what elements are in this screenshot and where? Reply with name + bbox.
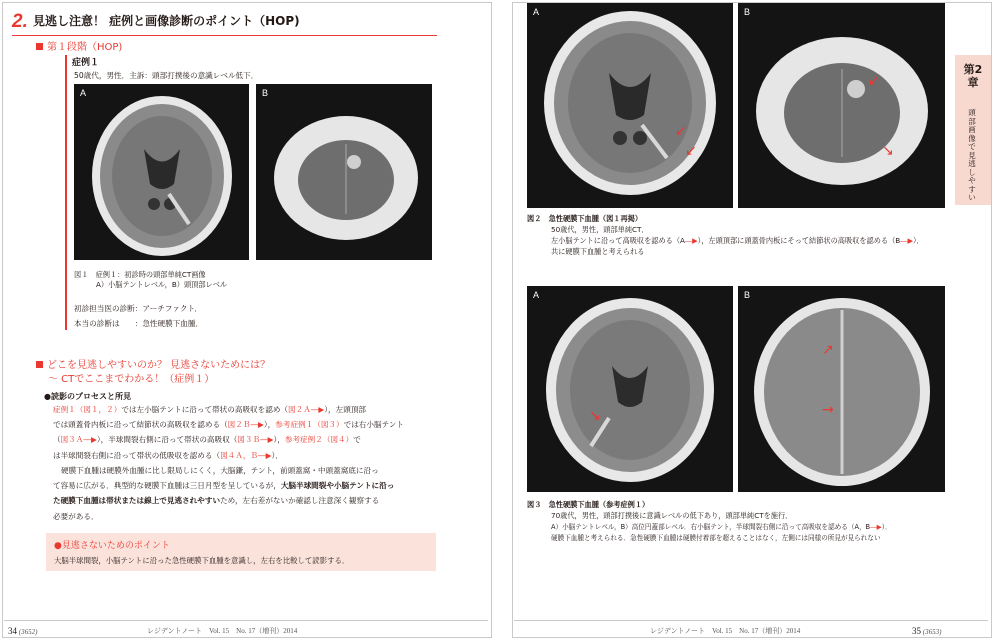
red-arrow-icon: ―▶ xyxy=(310,405,325,414)
diag-true: 本当の診断は ：急性硬膜下血腫． xyxy=(74,319,204,328)
body-paragraph-1 xyxy=(53,402,404,463)
fig3-ct-image-b: B ↗ → xyxy=(738,286,945,492)
right-footer-page: 35 (3653) xyxy=(912,626,942,636)
body-line-2: では頭蓋骨内板に沿って結節状の高吸収を認める（図２Ｂ―▶），参考症例１（図３）では右小脳テント xyxy=(53,420,404,430)
fig2-ct-image-a: A ↙ ↙ xyxy=(527,3,733,208)
red-arrow-icon: ―▶ xyxy=(684,236,698,245)
fig3-caption-2: A）小脳テントレベル，B）高位円蓋部レベル．右小脳テント，半球間裂右側に沿って高吸収を認める（A，B―▶）． xyxy=(551,523,892,531)
red-arrow-icon: ―▶ xyxy=(900,236,913,245)
fig2-caption-title: 図２ 急性硬膜下血腫（図１再掲） xyxy=(527,214,643,223)
point-title: ●見逃さないためのポイント xyxy=(54,541,170,551)
fig3-ct-image-a: A ↘ xyxy=(527,286,733,492)
red-arrow-icon: ↙ xyxy=(868,73,880,89)
red-arrow-icon: ―▶ xyxy=(260,435,274,445)
red-arrow-icon: ―▶ xyxy=(250,420,264,430)
fig2-ct-image-b: B ↙ ↘ xyxy=(738,3,945,208)
case-desc: 50歳代，男性．主訴：頭部打撲後の意識レベル低下． xyxy=(74,71,259,80)
fig2-caption-3: 共に硬膜下血腫と考えられる xyxy=(551,247,645,256)
fig1-ct-image-a: A xyxy=(74,84,249,260)
side-tab-chapter: 第2章 xyxy=(963,63,983,89)
body-line-1: 症例１（図１，２）では左小脳テントに沿って帯状の高吸収を認め（図２Ａ―▶），左頭頂部 xyxy=(53,405,367,414)
chapter-title: 見逃し注意！ 症例と画像診断のポイント（HOP) xyxy=(32,14,300,28)
diag-initial: 初診担当医の診断：アーチファクト． xyxy=(74,304,203,313)
square-bullet-icon xyxy=(36,361,43,368)
left-footer-journal: レジデントノート Vol. 15 No. 17（増刊）2014 xyxy=(147,627,298,635)
right-footer-journal: レジデントノート Vol. 15 No. 17（増刊）2014 xyxy=(650,627,801,635)
chapter-number: 2. xyxy=(12,11,28,32)
case-block-rule xyxy=(65,55,67,330)
red-arrow-icon: ↗ xyxy=(822,342,834,358)
red-arrow-icon: ↙ xyxy=(685,143,697,159)
red-arrow-icon: ―▶ xyxy=(870,523,882,531)
point-body: 大脳半球間裂，小脳テントに沿った急性硬膜下血腫を意識し，左右を比較して読影する． xyxy=(54,556,350,565)
red-arrow-icon: ↘ xyxy=(882,143,894,159)
right-footer-rule xyxy=(514,620,988,621)
fig2-caption-2: 左小脳テントに沿って高吸収を認める（A―▶），左頭頂部に頭蓋骨内板にそって結節状の高吸収を認める（B―▶）． xyxy=(551,236,924,245)
red-arrow-icon: ↙ xyxy=(675,123,687,139)
fig3-caption-3: 硬膜下血腫と考えられる．急性硬膜下血腫は硬膜付着部を超えることはなく，左側には同様の所見が見られない xyxy=(551,534,881,542)
side-tab-text: 頭部画像で見逃しやすい xyxy=(968,108,976,202)
red-arrow-icon: ―▶ xyxy=(258,450,272,460)
body-line-4: は半球間裂右側に沿って帯状の低吸収を認める（図４Ａ，Ｂ―▶）． xyxy=(53,450,283,460)
red-arrow-icon: ―▶ xyxy=(83,435,97,445)
section-stage: 第１段階（HOP) xyxy=(36,38,122,53)
process-heading: ●読影のプロセスと所見 xyxy=(44,392,131,401)
point-box xyxy=(46,533,436,571)
red-arrow-icon: → xyxy=(822,402,834,418)
where-heading: どこを見逃しやすいのか？ 見逃さないためには？ ～ CTでここまでわかる！（症例１） xyxy=(36,359,270,387)
case-label: 症例１ xyxy=(72,58,100,68)
fig1-caption-title: 図１ 症例１：初診時の頭部単純CT画像 xyxy=(74,270,206,279)
fig1-caption-sub: A）小脳テントレベル，B）頭頂部レベル xyxy=(96,280,228,289)
square-bullet-icon xyxy=(36,43,43,50)
body-paragraph-2: 硬膜下血腫は硬膜外血腫に比し限局しにくく，大脳鎌，テント，前頭蓋窩・中頭蓋窩底に沿っ て容易に広がる．典型的な硬膜下血腫は三日月型を呈しているが，大脳半球間裂や小脳テントに沿っ た硬膜下血腫は帯状または線上で見逃されやすいため，左右差がないか確認し注意深く観察する 必要がある． xyxy=(53,466,395,521)
fig1-ct-image-b: B xyxy=(256,84,432,260)
chapter-underline xyxy=(12,35,437,36)
chapter-heading xyxy=(12,11,300,33)
fig3-caption-1: 70歳代，男性，頭部打撲後に意識レベルの低下あり，頭部単純CTを施行． xyxy=(551,511,793,520)
left-footer-rule xyxy=(4,620,488,621)
left-footer-page: 34 (3652) xyxy=(8,626,38,636)
body-line-3: （図３Ａ―▶），半球間裂右側に沿って帯状の高吸収（図３Ｂ―▶），参考症例２（図４）で xyxy=(53,435,361,445)
fig2-caption-1: 50歳代，男性，頭部単純CT． xyxy=(551,225,649,234)
red-arrow-icon: ↘ xyxy=(589,408,601,424)
fig3-caption-title: 図３ 急性硬膜下血腫（参考症例１） xyxy=(527,500,650,509)
chapter-side-tab[interactable] xyxy=(955,55,991,205)
